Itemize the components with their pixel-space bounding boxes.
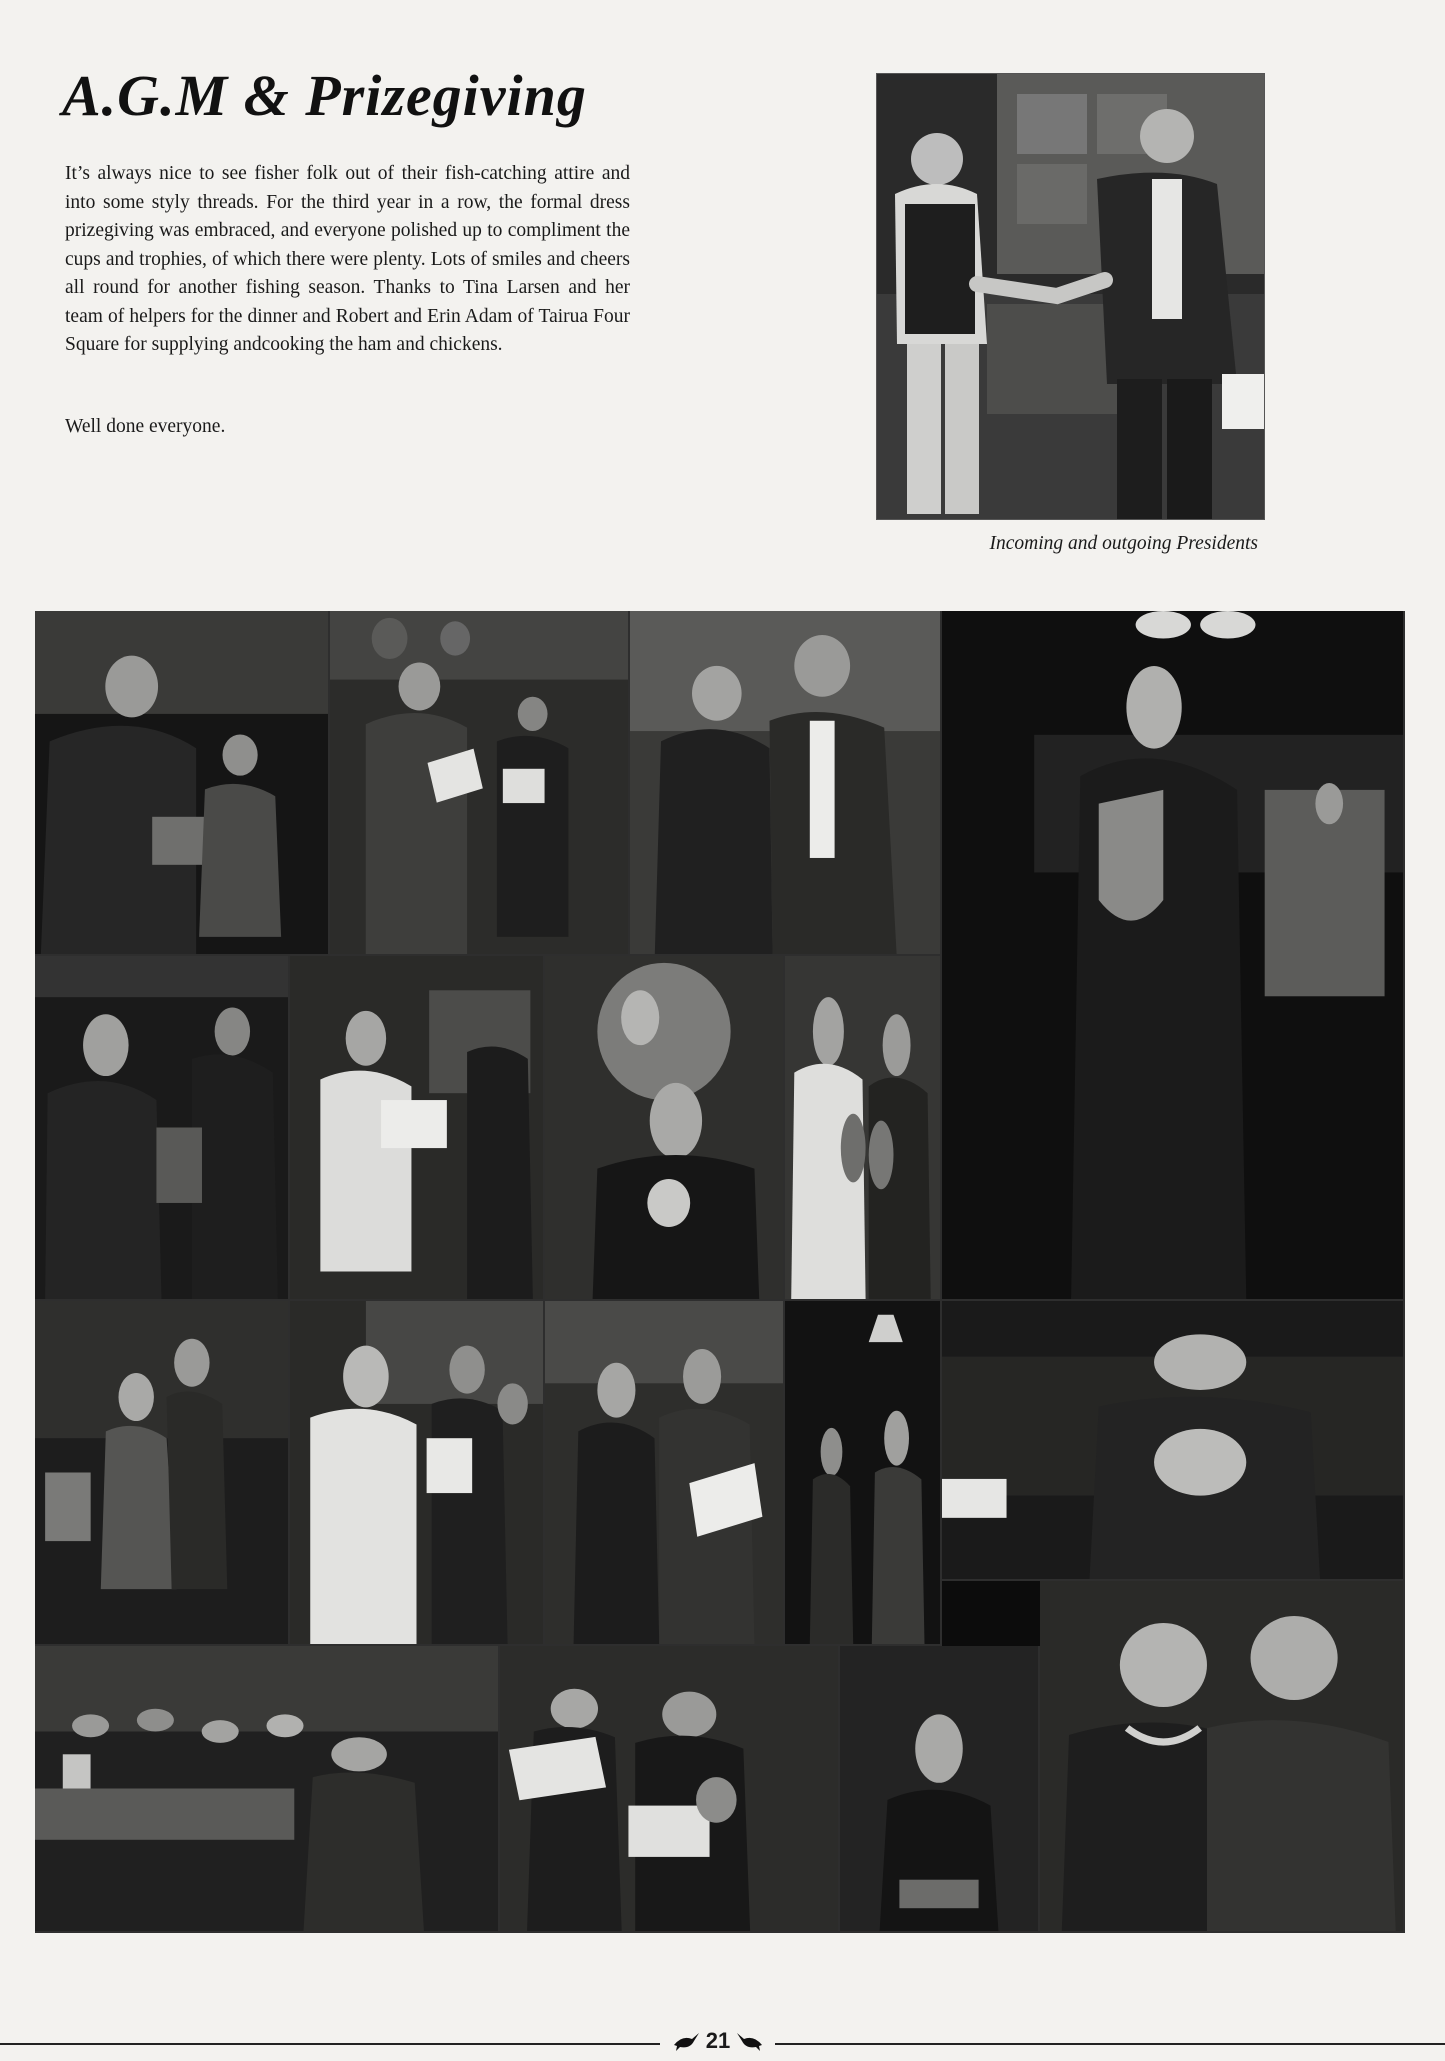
collage-photo-seated-woman [840, 1646, 1040, 1933]
marlin-icon [736, 2029, 764, 2053]
collage-photo-cup-winner [545, 956, 785, 1301]
photo-collage [35, 611, 1405, 1933]
collage-photo-certificates-and-cup [500, 1646, 840, 1933]
collage-photo-table-group [35, 1646, 500, 1933]
collage-photo-certificates [330, 611, 630, 956]
collage-photo-two-cups [785, 956, 942, 1301]
collage-photo-silver-cup [942, 1301, 1405, 1581]
collage-photo-shield-winner [942, 611, 1405, 1301]
collage-photo-plaque-presentation [35, 956, 290, 1301]
signoff-text: Well done everyone. [65, 416, 226, 437]
collage-photo-white-shirt [290, 956, 545, 1301]
page-number: 21 [705, 2028, 731, 2053]
presidents-photo [876, 73, 1265, 520]
footer-rule-left [0, 2043, 660, 2045]
intro-paragraph: It’s always nice to see fisher folk out of their fish-catching attire and into some styly threads. For the third year in a row, the formal dress prizegiving was embraced, and everyone polished up to compliment the cups and trophies, of which there were plenty. Lots of smiles and cheers all round for another fishing season. Thanks to Tina Larsen and her team of helpers for the dinner and Robert and Erin Adam of Tairua Four Square for supplying andcooking the ham and chickens. [65, 163, 630, 355]
collage-photo-elder-handshake [290, 1301, 545, 1646]
page-title: A.G.M & Prizegiving [62, 63, 587, 128]
collage-photo-couple-certificate [545, 1301, 785, 1646]
footer-rule-right [775, 2043, 1445, 2045]
collage-photo-trophy-handover [35, 611, 330, 956]
collage-photo-dance [35, 1301, 290, 1646]
collage-photo-two-women [1040, 1581, 1405, 1933]
collage-photo-handshake [630, 611, 942, 956]
marlin-icon [672, 2029, 700, 2053]
photo-caption: Incoming and outgoing Presidents [989, 533, 1258, 554]
collage-photo-applause [785, 1301, 942, 1646]
page-number-block [664, 2024, 772, 2058]
